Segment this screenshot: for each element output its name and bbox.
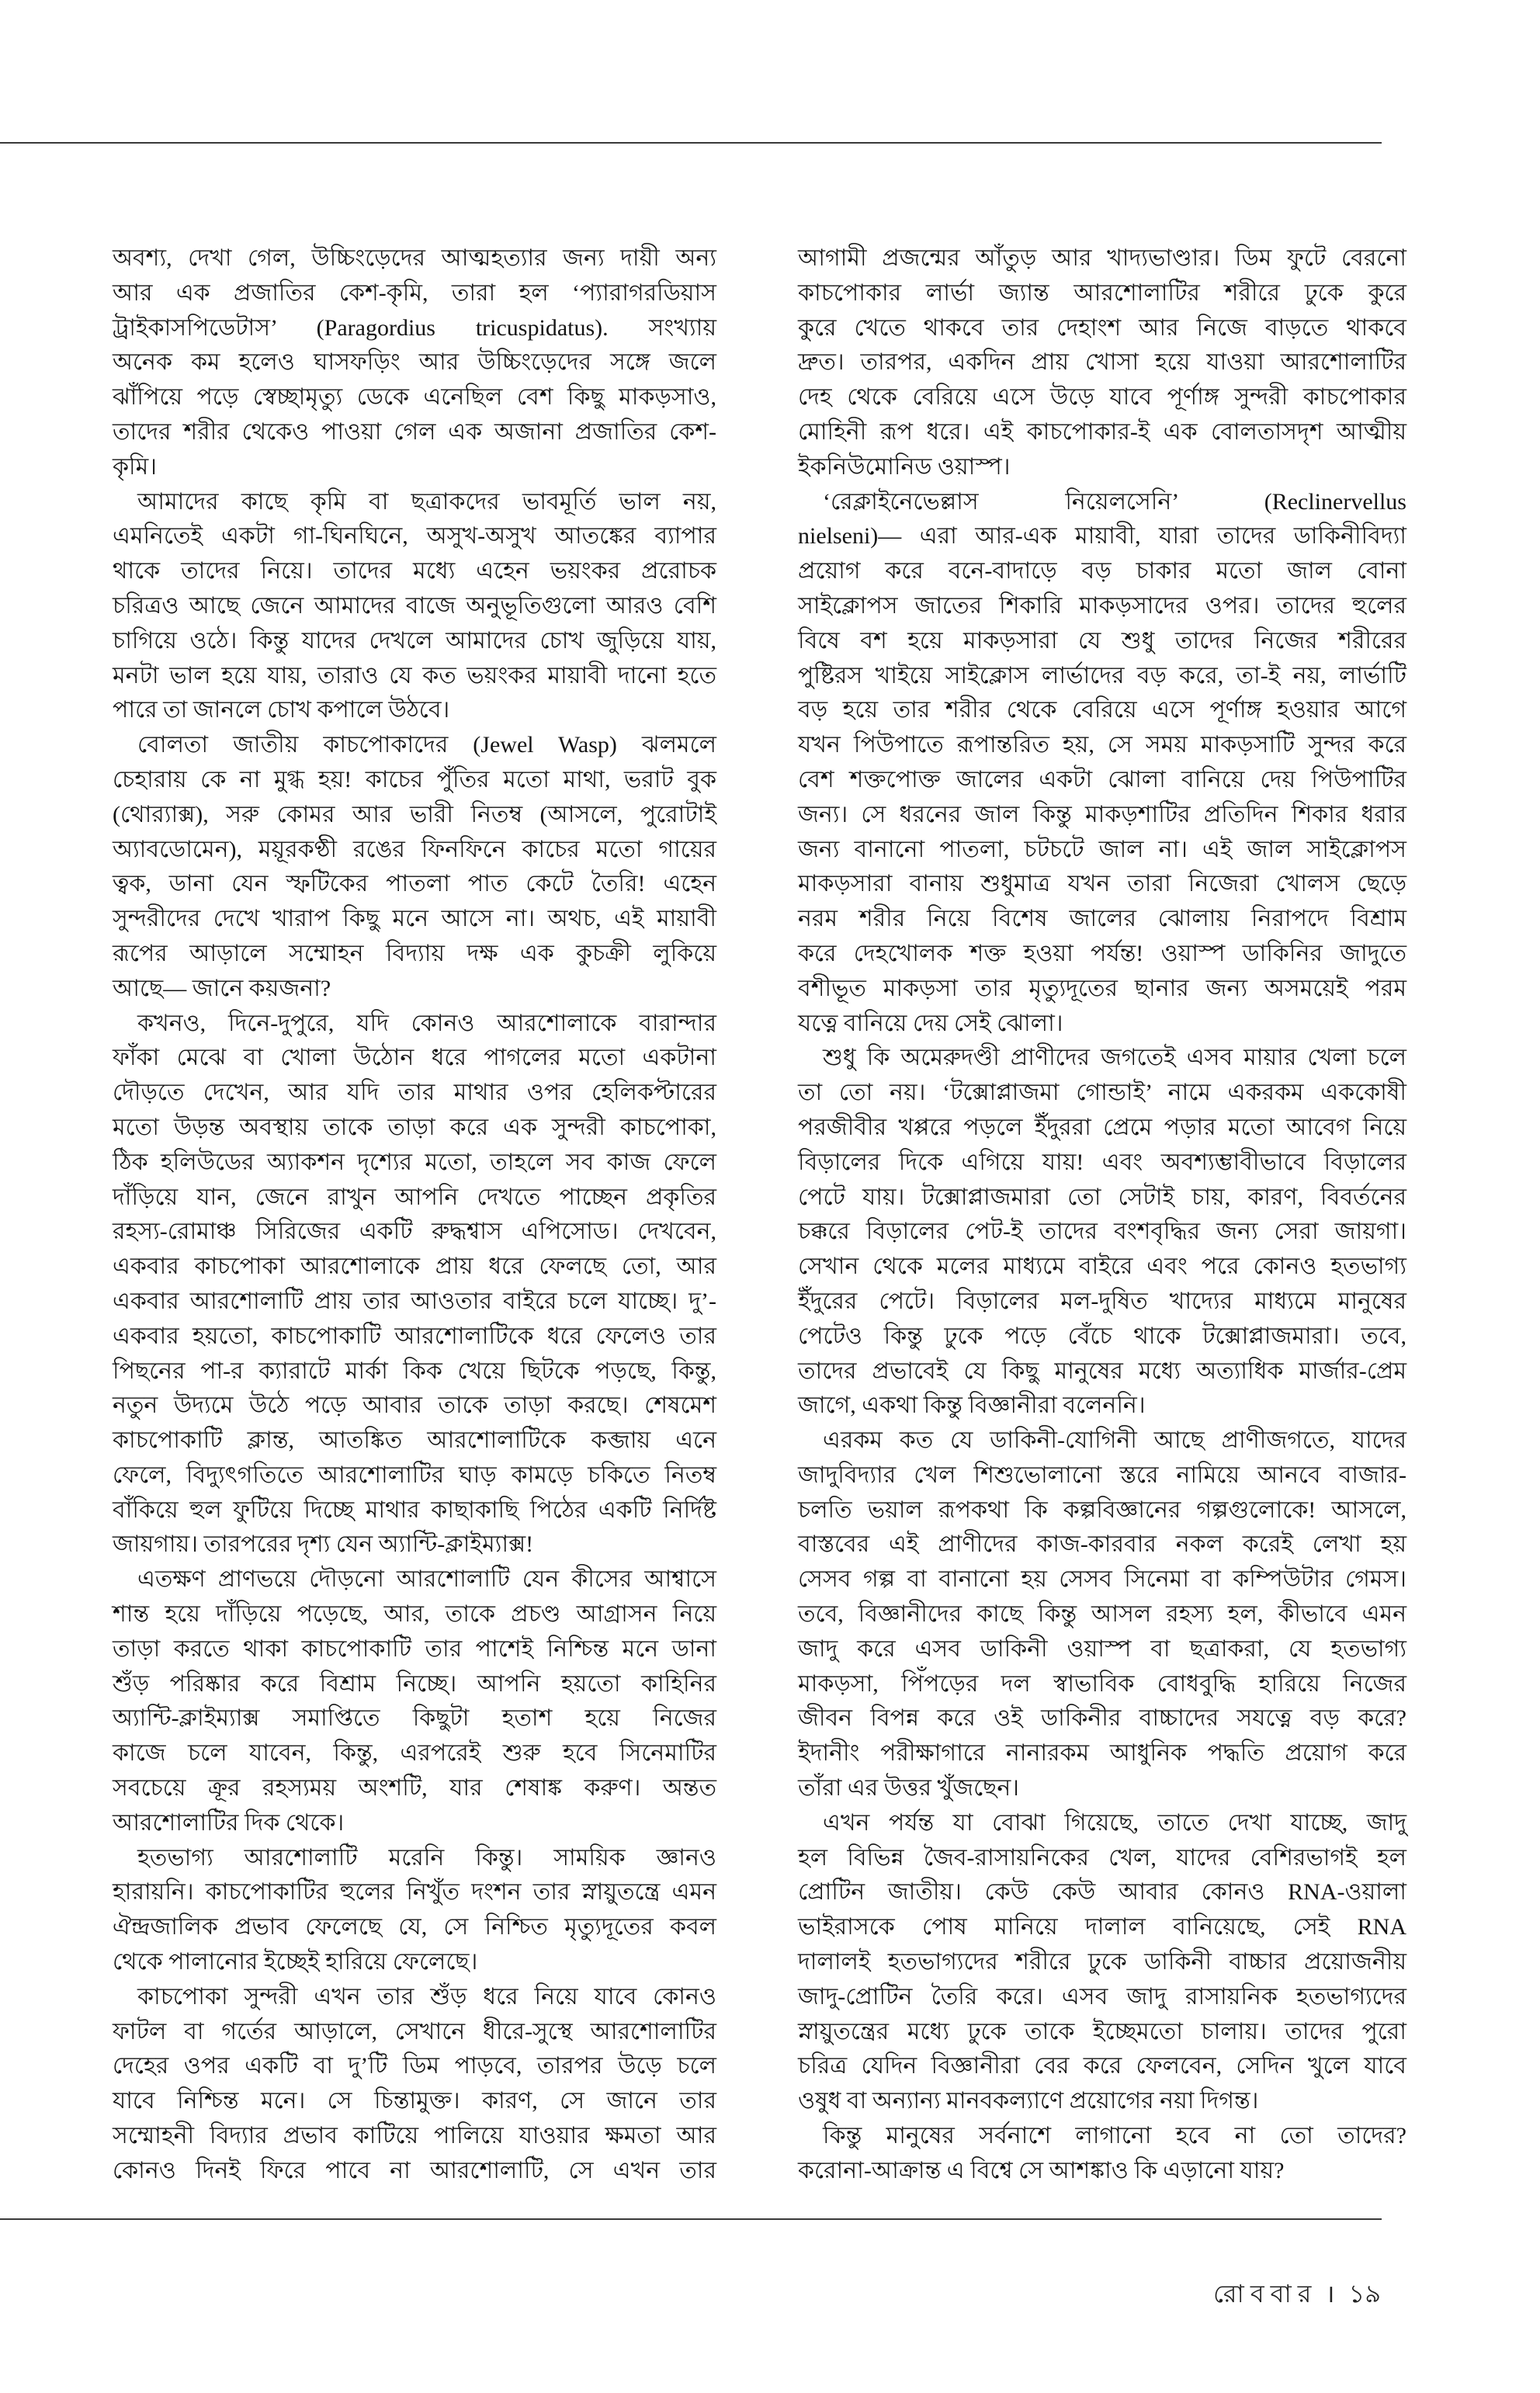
paragraph xyxy=(798,241,1406,485)
text-line: (থোর‍্যাক্স), সরু কোমর আর ভারী নিতম্ব (আসলে, পুরোটাই xyxy=(113,801,716,827)
text-line: কখনও, দিনে-দুপুরে, যদি কোনও আরশোলাকে বারান্দার xyxy=(137,1010,716,1036)
text-line: তা তো নয়। ‘টক্সোপ্লাজমা গোন্ডাই’ নামে একরকম এককোষী xyxy=(798,1080,1406,1106)
text-line: কাচপোকা সুন্দরী এখন তার শুঁড় ধরে নিয়ে যাবে কোনও xyxy=(137,1983,716,2010)
text-line: ট্রাইকাসপিডেটাস’ (Paragordius tricuspidatus). সংখ্যায় xyxy=(113,314,716,341)
paragraph xyxy=(113,485,716,729)
text-line: এতক্ষণ প্রাণভয়ে দৌড়নো আরশোলাটি যেন কীসের আশ্বাসে xyxy=(137,1566,716,1593)
text-line: দেহ থেকে বেরিয়ে এসে উড়ে যাবে পূর্ণাঙ্গ সুন্দরী কাচপোকার xyxy=(798,384,1406,411)
left-column xyxy=(113,241,716,2189)
text-line: আরশোলাটির দিক থেকে। xyxy=(113,1809,345,1836)
text-line: বিড়ালের দিকে এগিয়ে যায়! এবং অবশ্যম্ভাবীভাবে বিড়ালের xyxy=(798,1149,1406,1175)
text-line: জায়গায়। তারপরের দৃশ্য যেন অ্যান্টি-ক্লাইম্যাক্স! xyxy=(113,1531,534,1558)
text-line: দ্রুত। তারপর, একদিন প্রায় খোসা হয়ে যাওয়া আরশোলাটির xyxy=(798,349,1406,376)
paragraph xyxy=(798,485,1406,1042)
text-line: সেসব গল্প বা বানানো হয় সেসব সিনেমা বা কম্পিউটার গেমস। xyxy=(798,1566,1406,1593)
text-line: জাদুবিদ্যার খেল শিশুভোলানো স্তরে নামিয়ে আনবে বাজার- xyxy=(798,1462,1406,1488)
text-line: জন্য। সে ধরনের জাল কিন্তু মাকড়শাটির প্রতিদিন শিকার ধরার xyxy=(798,801,1406,827)
text-line: শুধু কি অমেরুদণ্ডী প্রাণীদের জগতেই এসব মায়ার খেলা চলে xyxy=(823,1045,1406,1071)
paragraph xyxy=(113,241,716,485)
text-line: দাঁড়িয়ে যান, জেনে রাখুন আপনি দেখতে পাচ্ছেন প্রকৃতির xyxy=(113,1184,716,1210)
text-line: থাকে তাদের নিয়ে। তাদের মধ্যে এহেন ভয়ংকর প্ররোচক xyxy=(113,558,716,584)
text-line: মনটা ভাল হয়ে যায়, তারাও যে কত ভয়ংকর মায়াবী দানো হতে xyxy=(113,662,716,688)
footer-separator: । xyxy=(1325,2280,1335,2308)
text-line: এরকম কত যে ডাকিনী-যোগিনী আছে প্রাণীজগতে, যাদের xyxy=(823,1427,1406,1454)
text-line: চাগিয়ে ওঠে। কিন্তু যাদের দেখলে আমাদের চোখ জুড়িয়ে যায়, xyxy=(113,627,716,654)
text-line: মাকড়সারা বানায় শুধুমাত্র যখন তারা নিজেরা খোলস ছেড়ে xyxy=(798,871,1406,897)
text-line: কিন্তু মানুষের সর্বনাশে লাগানো হবে না তো তাদের? xyxy=(823,2123,1406,2149)
paragraph xyxy=(798,2119,1406,2189)
text-line: করোনা-আক্রান্ত এ বিশ্বে সে আশঙ্কাও কি এড়ানো যায়? xyxy=(798,2157,1285,2183)
text-line: কাজে চলে যাবেন, কিন্তু, এরপরেই শুরু হবে সিনেমাটির xyxy=(113,1740,716,1767)
text-line: ত্বক, ডানা যেন স্ফটিকের পাতলা পাত কেটে তৈরি! এহেন xyxy=(113,871,716,897)
text-line: অ্যাবডোমেন), ময়ূরকণ্ঠী রঙের ফিনফিনে কাচের মতো গায়ের xyxy=(113,836,716,862)
text-line: শান্ত হয়ে দাঁড়িয়ে পড়েছে, আর, তাকে প্রচণ্ড আগ্রাসন নিয়ে xyxy=(113,1601,716,1628)
text-line: ওষুধ বা অন্যান্য মানবকল্যাণে প্রয়োগের নয়া দিগন্ত। xyxy=(798,2088,1259,2114)
text-line: একবার কাচপোকা আরশোলাকে প্রায় ধরে ফেলছে তো, আর xyxy=(113,1254,716,1280)
text-line: তবে, বিজ্ঞানীদের কাছে কিন্তু আসল রহস্য হল, কীভাবে এমন xyxy=(798,1601,1406,1628)
text-line: জীবন বিপন্ন করে ওই ডাকিনীর বাচ্চাদের সযত্নে বড় করে? xyxy=(798,1705,1406,1732)
text-line: দৌড়তে দেখেন, আর যদি তার মাথার ওপর হেলিকপ্টারের xyxy=(113,1080,716,1106)
text-line: যখন পিউপাতে রূপান্তরিত হয়, সে সময় মাকড়সাটি সুন্দর করে xyxy=(798,732,1406,758)
paragraph xyxy=(113,728,716,1006)
text-line: মাকড়সা, পিঁপড়ের দল স্বাভাবিক বোধবুদ্ধি হারিয়ে নিজের xyxy=(798,1670,1406,1697)
text-line: হারায়নি। কাচপোকাটির হুলের নিখুঁত দংশন তার স্নায়ুতন্ত্রে এমন xyxy=(113,1879,716,1906)
text-line: কুরে খেতে থাকবে তার দেহাংশ আর নিজে বাড়তে থাকবে xyxy=(798,314,1406,341)
text-line: প্রয়োগ করে বনে-বাদাড়ে বড় চাকার মতো জাল বোনা xyxy=(798,558,1406,584)
text-line: আর এক প্রজাতির কেশ-কৃমি, তারা হল ‘প্যারাগরডিয়াস xyxy=(113,279,716,306)
text-line: প্রোটিন জাতীয়। কেউ কেউ আবার কোনও RNA-ওয়ালা xyxy=(798,1879,1406,1906)
text-line: পিছনের পা-র ক্যারাটে মার্কা কিক খেয়ে ছিটকে পড়ছে, কিন্তু, xyxy=(113,1358,716,1384)
text-line: যাবে নিশ্চিন্ত মনে। সে চিন্তামুক্ত। কারণ, সে জানে তার xyxy=(113,2088,716,2114)
text-line: বশীভূত মাকড়সা তার মৃত্যুদূতের ছানার জন্য অসময়েই পরম xyxy=(798,975,1406,1001)
text-line: হতভাগ্য আরশোলাটি মরেনি কিন্তু। সাময়িক জ্ঞানও xyxy=(137,1844,716,1871)
text-line: পুষ্টিরস খাইয়ে সাইক্লোস লার্ভাদের বড় করে, তা-ই নয়, লার্ভাটি xyxy=(798,662,1406,688)
text-line: চেহারায় কে না মুগ্ধ হয়! কাচের পুঁতির মতো মাথা, ভরাট বুক xyxy=(113,766,716,792)
paragraph xyxy=(113,1007,716,1563)
text-line: এখন পর্যন্ত যা বোঝা গিয়েছে, তাতে দেখা যাচ্ছে, জাদু xyxy=(823,1809,1406,1836)
text-line: আছে— জানে কয়জনা? xyxy=(113,975,331,1001)
text-line: তাঁরা এর উত্তর খুঁজছেন। xyxy=(798,1775,1019,1802)
top-rule xyxy=(0,142,1382,144)
text-line: পরজীবীর খপ্পরে পড়লে ইঁদুররা প্রেমে পড়ার মতো আবেগ নিয়ে xyxy=(798,1114,1406,1140)
text-line: বড় হয়ে তার শরীর থেকে বেরিয়ে এসে পূর্ণাঙ্গ হওয়ার আগে xyxy=(798,697,1406,723)
paragraph xyxy=(113,1562,716,1840)
text-line: রূপের আড়ালে সম্মোহন বিদ্যায় দক্ষ এক কুচক্রী লুকিয়ে xyxy=(113,940,716,966)
text-line: সাইক্লোপস জাতের শিকারি মাকড়সাদের ওপর। তাদের হুলের xyxy=(798,592,1406,619)
text-line: ইকনিউমোনিড ওয়াস্প। xyxy=(798,453,1011,480)
text-line: তাদের প্রভাবেই যে কিছু মানুষের মধ্যে অত্যাধিক মার্জার-প্রেম xyxy=(798,1358,1406,1384)
magazine-name: রো ব বা র xyxy=(1212,2280,1312,2308)
text-line: মোহিনী রূপ ধরে। এই কাচপোকার-ই এক বোলতাসদৃশ আত্মীয় xyxy=(798,418,1406,445)
text-line: বোলতা জাতীয় কাচপোকাদের (Jewel Wasp) ঝলমলে xyxy=(137,732,716,758)
text-line: আগামী প্রজন্মের আঁতুড় আর খাদ্যভাণ্ডার। ডিম ফুটে বেরনো xyxy=(798,245,1406,271)
text-line: যত্নে বানিয়ে দেয় সেই ঝোলা। xyxy=(798,1010,1063,1036)
text-line: পেটে যায়। টক্সোপ্লাজমারা তো সেটাই চায়, কারণ, বিবর্তনের xyxy=(798,1184,1406,1210)
text-line: বিষে বশ হয়ে মাকড়সারা যে শুধু তাদের নিজের শরীরের xyxy=(798,627,1406,654)
text-line: সেখান থেকে মলের মাধ্যমে বাইরে এবং পরে কোনও হতভাগ্য xyxy=(798,1254,1406,1280)
text-line: স্নায়ুতন্ত্রের মধ্যে ঢুকে তাকে ইচ্ছেমতো চালায়। তাদের পুরো xyxy=(798,2018,1406,2044)
text-line: সম্মোহনী বিদ্যার প্রভাব কাটিয়ে পালিয়ে যাওয়ার ক্ষমতা আর xyxy=(113,2123,716,2149)
text-line: একবার আরশোলাটি প্রায় তার আওতার বাইরে চলে যাচ্ছে। দু’- xyxy=(113,1288,716,1314)
text-line: করে দেহখোলক শক্ত হওয়া পর্যন্ত! ওয়াস্প ডাকিনির জাদুতে xyxy=(798,940,1406,966)
text-line: জাদু করে এসব ডাকিনী ওয়াস্প বা ছত্রাকরা, যে হতভাগ্য xyxy=(798,1635,1406,1662)
text-line: শুঁড় পরিষ্কার করে বিশ্রাম নিচ্ছে। আপনি হয়তো কাহিনির xyxy=(113,1670,716,1697)
text-line: দেহের ওপর একটি বা দু’টি ডিম পাড়বে, তারপর উড়ে চলে xyxy=(113,2053,716,2079)
paragraph xyxy=(113,1841,716,1980)
text-line: অ্যান্টি-ক্লাইম্যাক্স সমাপ্তিতে কিছুটা হতাশ হয়ে নিজের xyxy=(113,1705,716,1732)
text-line: ‘রেক্লাইনেভেল্লাস নিয়েলসেনি’ (Reclinervellus xyxy=(823,488,1406,515)
text-line: নতুন উদ্যমে উঠে পড়ে আবার তাকে তাড়া করছে। শেষমেশ xyxy=(113,1392,716,1419)
text-line: nielseni)— এরা আর-এক মায়াবী, যারা তাদের ডাকিনীবিদ্যা xyxy=(798,523,1406,550)
text-line: অবশ্য, দেখা গেল, উচ্চিংড়েদের আত্মহত্যার জন্য দায়ী অন্য xyxy=(113,245,716,271)
page-footer xyxy=(1213,2275,1381,2312)
page-number: ১৯ xyxy=(1348,2280,1381,2308)
text-line: কাচপোকার লার্ভা জ্যান্ত আরশোলাটির শরীরে ঢুকে কুরে xyxy=(798,279,1406,306)
text-line: কোনও দিনই ফিরে পাবে না আরশোলাটি, সে এখন তার xyxy=(113,2157,716,2183)
text-line: তাড়া করতে থাকা কাচপোকাটি তার পাশেই নিশ্চিন্ত মনে ডানা xyxy=(113,1635,716,1662)
text-line: অনেক কম হলেও ঘাসফড়িং আর উচ্চিংড়েদের সঙ্গে জলে xyxy=(113,349,716,376)
text-line: জাদু-প্রোটিন তৈরি করে। এসব জাদু রাসায়নিক হতভাগ্যদের xyxy=(798,1983,1406,2010)
paragraph xyxy=(113,1980,716,2189)
text-line: মতো উড়ন্ত অবস্থায় তাকে তাড়া করে এক সুন্দরী কাচপোকা, xyxy=(113,1114,716,1140)
text-line: চলতি ভয়াল রূপকথা কি কল্পবিজ্ঞানের গল্পগুলোকে! আসলে, xyxy=(798,1496,1406,1523)
text-line: দালালই হতভাগ্যদের শরীরে ঢুকে ডাকিনী বাচ্চার প্রয়োজনীয় xyxy=(798,1949,1406,1975)
text-line: কাচপোকাটি ক্লান্ত, আতঙ্কিত আরশোলাটিকে কব্জায় এনে xyxy=(113,1427,716,1454)
text-line: কৃমি। xyxy=(113,453,157,480)
text-line: বাস্তবের এই প্রাণীদের কাজ-কারবার নকল করেই লেখা হয় xyxy=(798,1531,1406,1558)
text-line: রহস্য-রোমাঞ্চ সিরিজের একটি রুদ্ধশ্বাস এপিসোড। দেখবেন, xyxy=(113,1219,716,1245)
text-line: ইঁদুরের পেটে। বিড়ালের মল-দুষিত খাদ্যের মাধ্যমে মানুষের xyxy=(798,1288,1406,1314)
text-line: তাদের শরীর থেকেও পাওয়া গেল এক অজানা প্রজাতির কেশ- xyxy=(113,418,716,445)
paragraph xyxy=(798,1806,1406,2119)
text-line: ফেলে, বিদ্যুৎগতিতে আরশোলাটির ঘাড় কামড়ে চকিতে নিতম্ব xyxy=(113,1462,716,1488)
text-line: আমাদের কাছে কৃমি বা ছত্রাকদের ভাবমূর্তি ভাল নয়, xyxy=(137,488,716,515)
text-line: ফাটল বা গর্তের আড়ালে, সেখানে ধীরে-সুস্থে আরশোলাটির xyxy=(113,2018,716,2044)
text-line: একবার হয়তো, কাচপোকাটি আরশোলাটিকে ধরে ফেলেও তার xyxy=(113,1323,716,1349)
text-line: ঐন্দ্রজালিক প্রভাব ফেলেছে যে, সে নিশ্চিত মৃত্যুদূতের কবল xyxy=(113,1914,716,1940)
bottom-rule xyxy=(0,2218,1382,2220)
text-line: পেটেও কিন্তু ঢুকে পড়ে বেঁচে থাকে টক্সোপ্লাজমারা। তবে, xyxy=(798,1323,1406,1349)
text-line: সবচেয়ে ক্রূর রহস্যময় অংশটি, যার শেষাঙ্ক করুণ। অন্তত xyxy=(113,1775,716,1802)
text-line: থেকে পালানোর ইচ্ছেই হারিয়ে ফেলেছে। xyxy=(113,1949,478,1975)
text-line: ইদানীং পরীক্ষাগারে নানারকম আধুনিক পদ্ধতি প্রয়োগ করে xyxy=(798,1740,1406,1767)
text-line: ঝাঁপিয়ে পড়ে স্বেচ্ছামৃত্যু ডেকে এনেছিল বেশ কিছু মাকড়সাও, xyxy=(113,384,716,411)
text-line: এমনিতেই একটা গা-ঘিনঘিনে, অসুখ-অসুখ আতঙ্কের ব্যাপার xyxy=(113,523,716,550)
text-line: বাঁকিয়ে হুল ফুটিয়ে দিচ্ছে মাথার কাছাকাছি পিঠের একটি নির্দিষ্ট xyxy=(113,1496,716,1523)
text-line: চরিত্রও আছে জেনে আমাদের বাজে অনুভূতিগুলো আরও বেশি xyxy=(113,592,716,619)
text-line: হল বিভিন্ন জৈব-রাসায়নিকের খেল, যাদের বেশিরভাগই হল xyxy=(798,1844,1406,1871)
text-line: বেশ শক্তপোক্ত জালের একটা ঝোলা বানিয়ে দেয় পিউপাটির xyxy=(798,766,1406,792)
text-line: জাগে, একথা কিন্তু বিজ্ঞানীরা বলেননি। xyxy=(798,1392,1146,1419)
text-line: ঠিক হলিউডের অ্যাকশন দৃশ্যের মতো, তাহলে সব কাজ ফেলে xyxy=(113,1149,716,1175)
text-line: নরম শরীর নিয়ে বিশেষ জালের ঝোলায় নিরাপদে বিশ্রাম xyxy=(798,906,1406,932)
text-line: চরিত্র যেদিন বিজ্ঞানীরা বের করে ফেলবেন, সেদিন খুলে যাবে xyxy=(798,2053,1406,2079)
text-line: ভাইরাসকে পোষ মানিয়ে দালাল বানিয়েছে, সেই RNA xyxy=(798,1914,1406,1940)
text-line: ফাঁকা মেঝে বা খোলা উঠোন ধরে পাগলের মতো একটানা xyxy=(113,1045,716,1071)
paragraph xyxy=(798,1424,1406,1806)
right-column xyxy=(798,241,1406,2189)
text-line: জন্য বানানো পাতলা, চটচটে জাল না। এই জাল সাইক্লোপস xyxy=(798,836,1406,862)
paragraph xyxy=(798,1041,1406,1424)
text-line: সুন্দরীদের দেখে খারাপ কিছু মনে আসে না। অথচ, এই মায়াবী xyxy=(113,906,716,932)
text-line: চক্করে বিড়ালের পেট-ই তাদের বংশবৃদ্ধির জন্য সেরা জায়গা। xyxy=(798,1219,1406,1245)
text-line: পারে তা জানলে চোখ কপালে উঠবে। xyxy=(113,697,450,723)
